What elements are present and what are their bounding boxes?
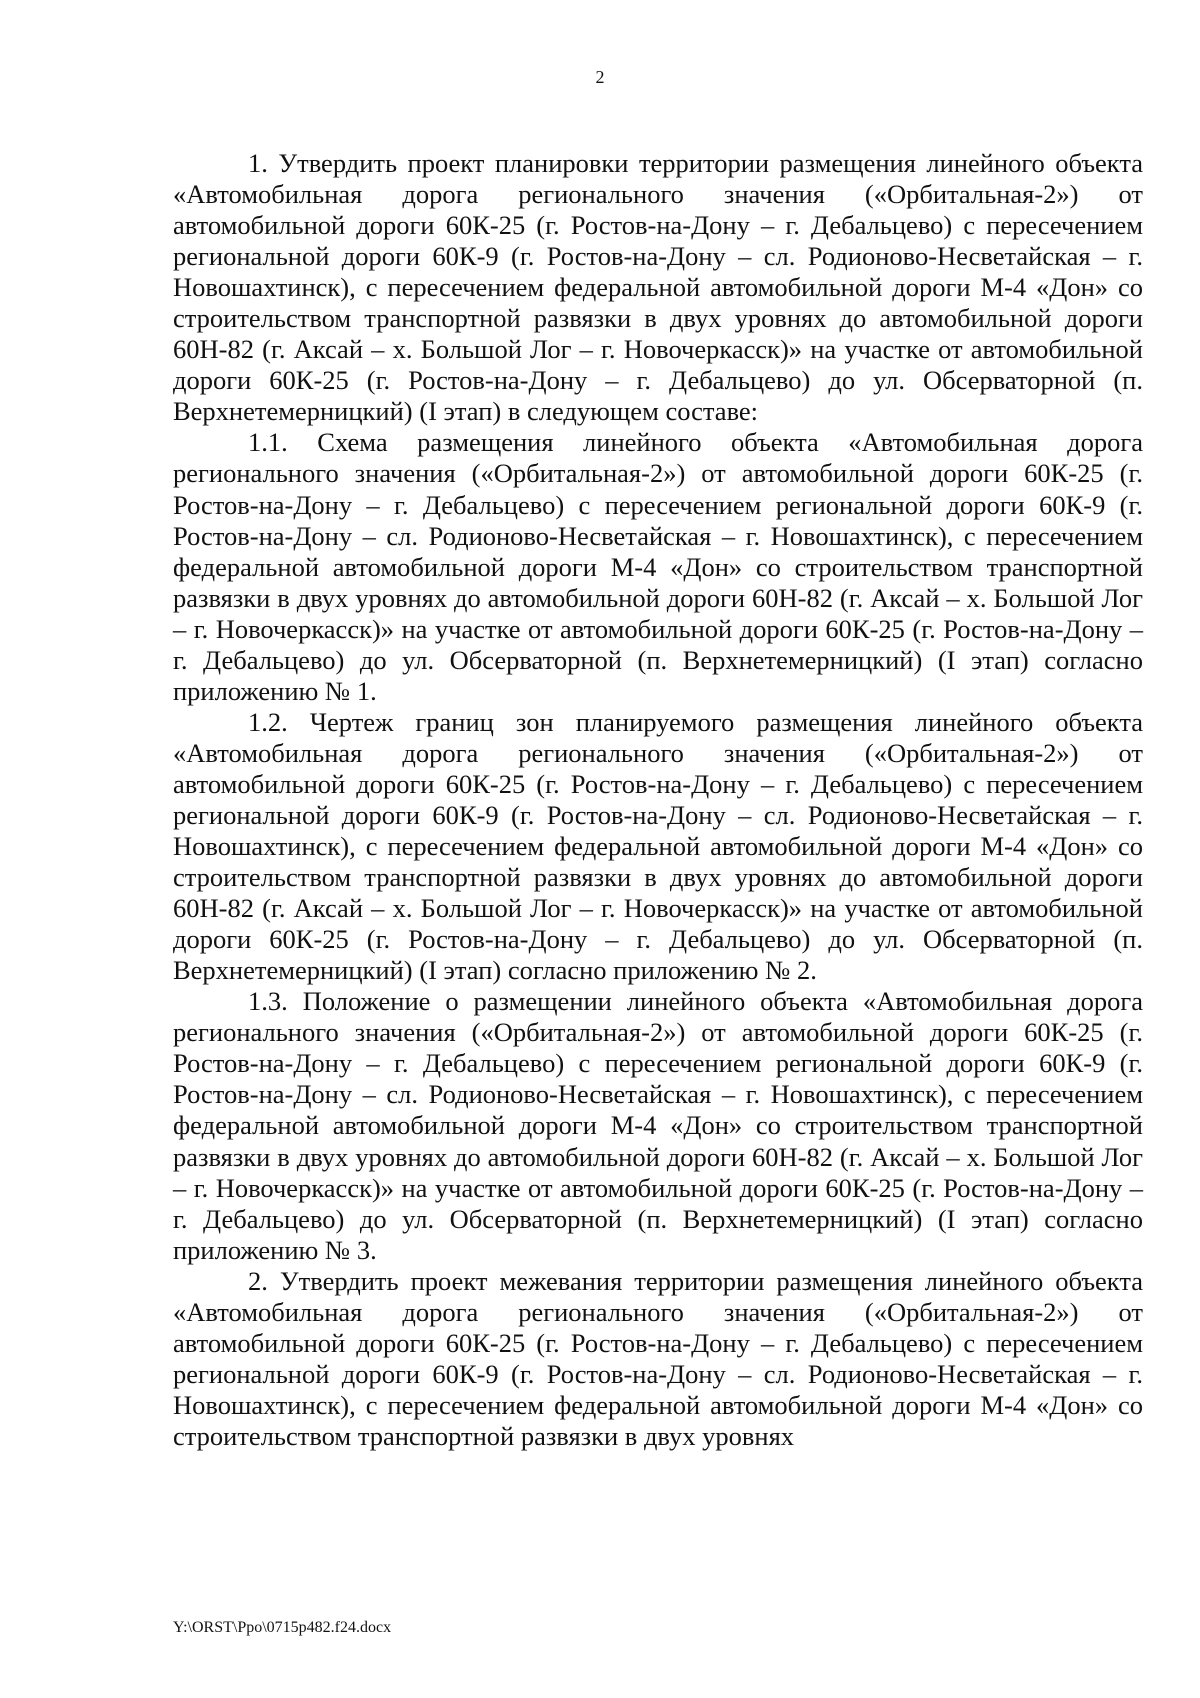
paragraph-2: 2. Утвердить проект межевания территории размещения линейного объекта «Автомобильная дорога регионального значения («Орбитальная-2») от автомобильной дороги 60К-25 (г. Ростов-на-Дону – г. Дебальцево) с пересечением региональной дороги 60К-9 (г. Ростов-на-Дону – сл. Родионово-Несветайская – г. Новошахтинск), с пересечением федеральной автомобильной дороги М-4 «Дон» со строительством транспортной развязки в двух уровнях [173,1265,1143,1451]
paragraph-1-2: 1.2. Чертеж границ зон планируемого размещения линейного объекта «Автомобильная дорога регионального значения («Орбитальная-2») от автомобильной дороги 60К-25 (г. Ростов-на-Дону – г. Дебальцево) с пересечением региональной дороги 60К-9 (г. Ростов-на-Дону – сл. Родионово-Несветайская – г. Новошахтинск), с пересечением федеральной автомобильной дороги М-4 «Дон» со строительством транспортной развязки в двух уровнях до автомобильной дороги 60Н-82 (г. Аксай – х. Большой Лог – г. Новочеркасск)» на участке от автомобильной дороги 60К-25 (г. Ростов-на-Дону – г. Дебальцево) до ул. Обсерваторной (п. Верхнетемерницкий) (I этап) согласно приложению № 2. [173,706,1143,986]
paragraph-1: 1. Утвердить проект планировки территории размещения линейного объекта «Автомобильная дорога регионального значения («Орбитальная-2») от автомобильной дороги 60К-25 (г. Ростов-на-Дону – г. Дебальцево) с пересечением региональной дороги 60К-9 (г. Ростов-на-Дону – сл. Родионово-Несветайская – г. Новошахтинск), с пересечением федеральной автомобильной дороги М-4 «Дон» со строительством транспортной развязки в двух уровнях до автомобильной дороги 60Н-82 (г. Аксай – х. Большой Лог – г. Новочеркасск)» на участке от автомобильной дороги 60К-25 (г. Ростов-на-Дону – г. Дебальцево) до ул. Обсерваторной (п. Верхнетемерницкий) (I этап) в следующем составе: [173,148,1143,427]
footer-file-path: Y:\ORST\Ppo\0715p482.f24.docx [173,1619,392,1636]
document-body [173,148,1143,1452]
page-number: 2 [595,67,605,87]
paragraph-1-1: 1.1. Схема размещения линейного объекта «Автомобильная дорога регионального значения («Орбитальная-2») от автомобильной дороги 60К-25 (г. Ростов-на-Дону – г. Дебальцево) с пересечением региональной дороги 60К-9 (г. Ростов-на-Дону – сл. Родионово-Несветайская – г. Новошахтинск), с пересечением федеральной автомобильной дороги М-4 «Дон» со строительством транспортной развязки в двух уровнях до автомобильной дороги 60Н-82 (г. Аксай – х. Большой Лог – г. Новочеркасск)» на участке от автомобильной дороги 60К-25 (г. Ростов-на-Дону – г. Дебальцево) до ул. Обсерваторной (п. Верхнетемерницкий) (I этап) согласно приложению № 1. [173,427,1143,706]
paragraph-1-3: 1.3. Положение о размещении линейного объекта «Автомобильная дорога регионального значения («Орбитальная-2») от автомобильной дороги 60К-25 (г. Ростов-на-Дону – г. Дебальцево) с пересечением региональной дороги 60К-9 (г. Ростов-на-Дону – сл. Родионово-Несветайская – г. Новошахтинск), с пересечением федеральной автомобильной дороги М-4 «Дон» со строительством транспортной развязки в двух уровнях до автомобильной дороги 60Н-82 (г. Аксай – х. Большой Лог – г. Новочеркасск)» на участке от автомобильной дороги 60К-25 (г. Ростов-на-Дону – г. Дебальцево) до ул. Обсерваторной (п. Верхнетемерницкий) (I этап) согласно приложению № 3. [173,986,1143,1265]
